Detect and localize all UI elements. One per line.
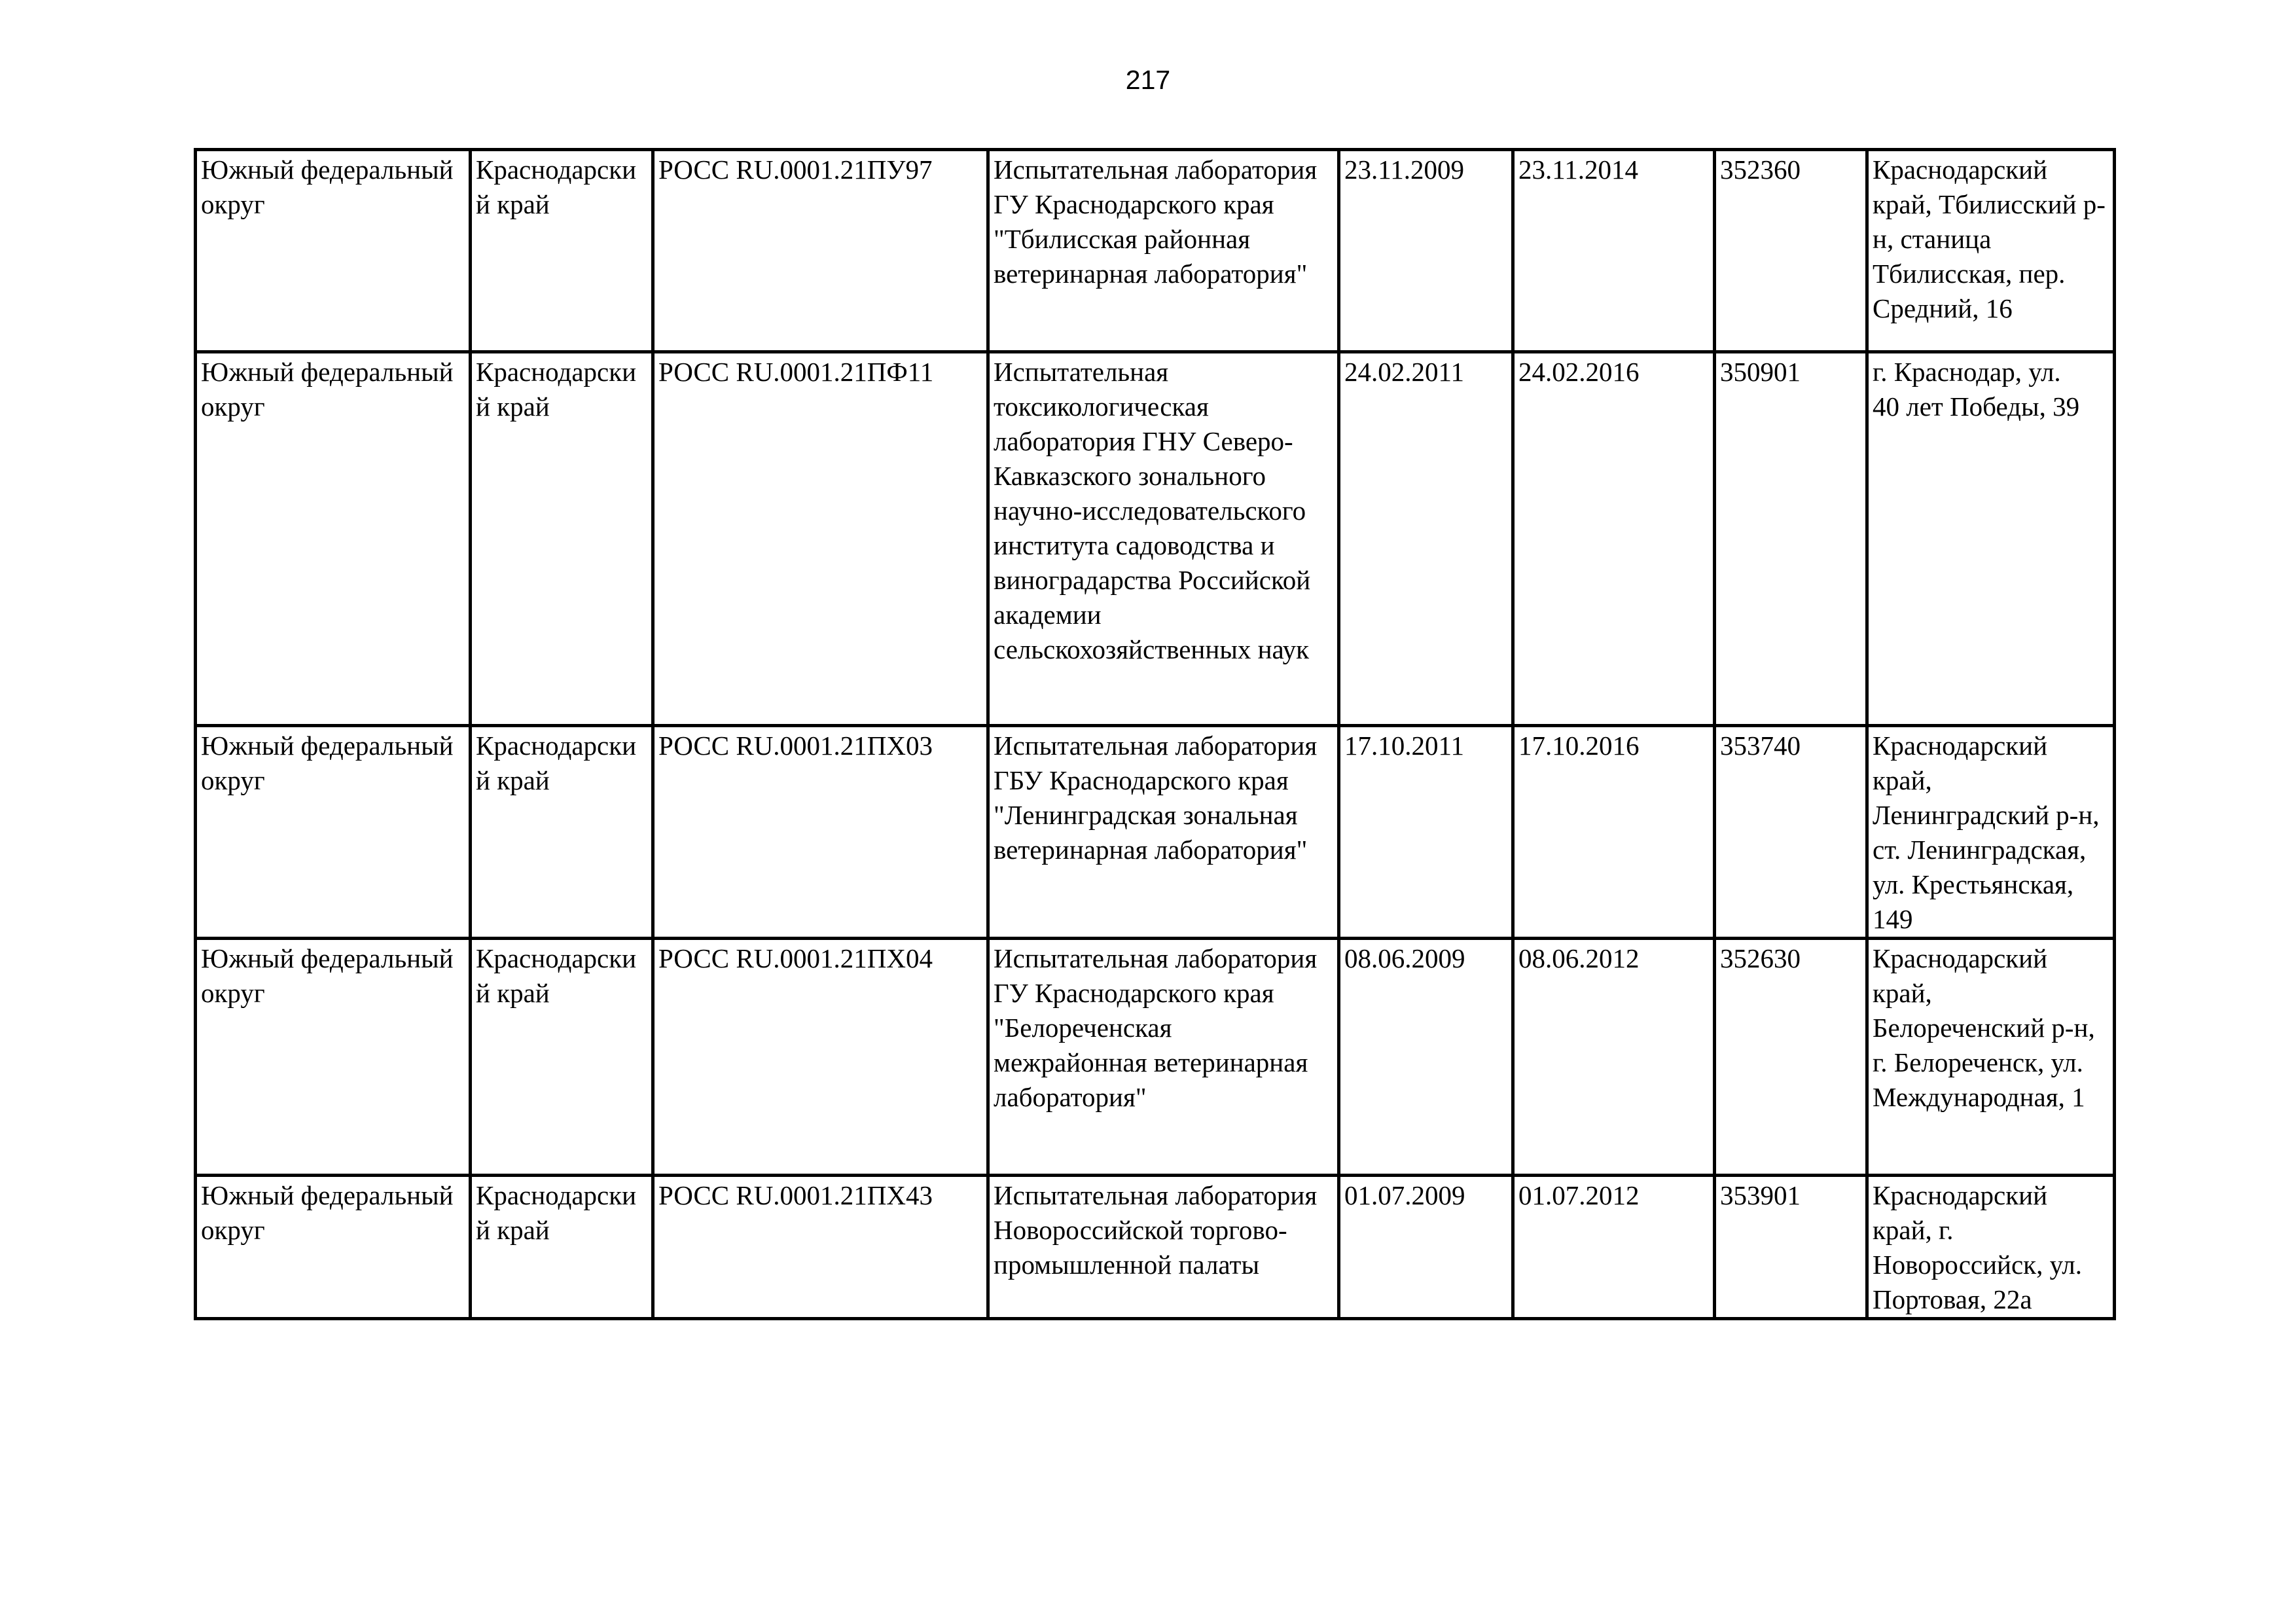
region-cell: Краснодарски й край [471,939,653,1176]
address-cell: г. Краснодар, ул. 40 лет Победы, 39 [1867,352,2115,726]
region-cell: Краснодарски й край [471,352,653,726]
date-from-cell: 08.06.2009 [1339,939,1513,1176]
postal-code-cell: 352630 [1715,939,1867,1176]
postal-code-cell: 352360 [1715,150,1867,352]
page-number: 217 [1125,65,1171,95]
laboratory-name-cell: Испытательная лаборатория Новороссийской торгово- промышленной палаты [988,1176,1339,1319]
laboratory-name-cell: Испытательная лаборатория ГУ Краснодарского края "Белореченская межрайонная ветеринарная лаборатория" [988,939,1339,1176]
district-cell: Южный федеральный округ [196,352,471,726]
date-to-cell: 01.07.2012 [1513,1176,1715,1319]
certificate-cell: РОСС RU.0001.21ПХ04 [653,939,988,1176]
address-cell: Краснодарский край, г. Новороссийск, ул. Портовая, 22а [1867,1176,2115,1319]
region-cell: Краснодарски й край [471,726,653,939]
region-cell: Краснодарски й край [471,1176,653,1319]
certificate-cell: РОСС RU.0001.21ПУ97 [653,150,988,352]
district-cell: Южный федеральный округ [196,726,471,939]
date-from-cell: 23.11.2009 [1339,150,1513,352]
district-cell: Южный федеральный округ [196,150,471,352]
table-row [196,352,2115,726]
date-from-cell: 17.10.2011 [1339,726,1513,939]
table-row [196,150,2115,352]
table-row [196,1176,2115,1319]
laboratory-name-cell: Испытательная токсикологическая лаборатория ГНУ Северо- Кавказского зонального научно-исследовательского института садоводства и виноградарства Российской академии сельскохозяйственных наук [988,352,1339,726]
district-cell: Южный федеральный округ [196,939,471,1176]
date-to-cell: 17.10.2016 [1513,726,1715,939]
date-from-cell: 24.02.2011 [1339,352,1513,726]
region-cell: Краснодарски й край [471,150,653,352]
date-to-cell: 24.02.2016 [1513,352,1715,726]
date-to-cell: 08.06.2012 [1513,939,1715,1176]
address-cell: Краснодарский край, Ленинградский р-н, ст. Ленинградская, ул. Крестьянская, 149 [1867,726,2115,939]
laboratory-name-cell: Испытательная лаборатория ГБУ Краснодарского края "Ленинградская зональная ветеринарная лаборатория" [988,726,1339,939]
postal-code-cell: 350901 [1715,352,1867,726]
table-row [196,726,2115,939]
address-cell: Краснодарский край, Белореченский р-н, г. Белореченск, ул. Международная, 1 [1867,939,2115,1176]
district-cell: Южный федеральный округ [196,1176,471,1319]
certificate-cell: РОСС RU.0001.21ПХ43 [653,1176,988,1319]
date-from-cell: 01.07.2009 [1339,1176,1513,1319]
date-to-cell: 23.11.2014 [1513,150,1715,352]
postal-code-cell: 353740 [1715,726,1867,939]
certificate-cell: РОСС RU.0001.21ПХ03 [653,726,988,939]
address-cell: Краснодарский край, Тбилисский р- н, станица Тбилисская, пер. Средний, 16 [1867,150,2115,352]
laboratory-registry-table [194,148,2116,1320]
postal-code-cell: 353901 [1715,1176,1867,1319]
table-row [196,939,2115,1176]
laboratory-name-cell: Испытательная лаборатория ГУ Краснодарского края "Тбилисская районная ветеринарная лаборатория" [988,150,1339,352]
certificate-cell: РОСС RU.0001.21ПФ11 [653,352,988,726]
